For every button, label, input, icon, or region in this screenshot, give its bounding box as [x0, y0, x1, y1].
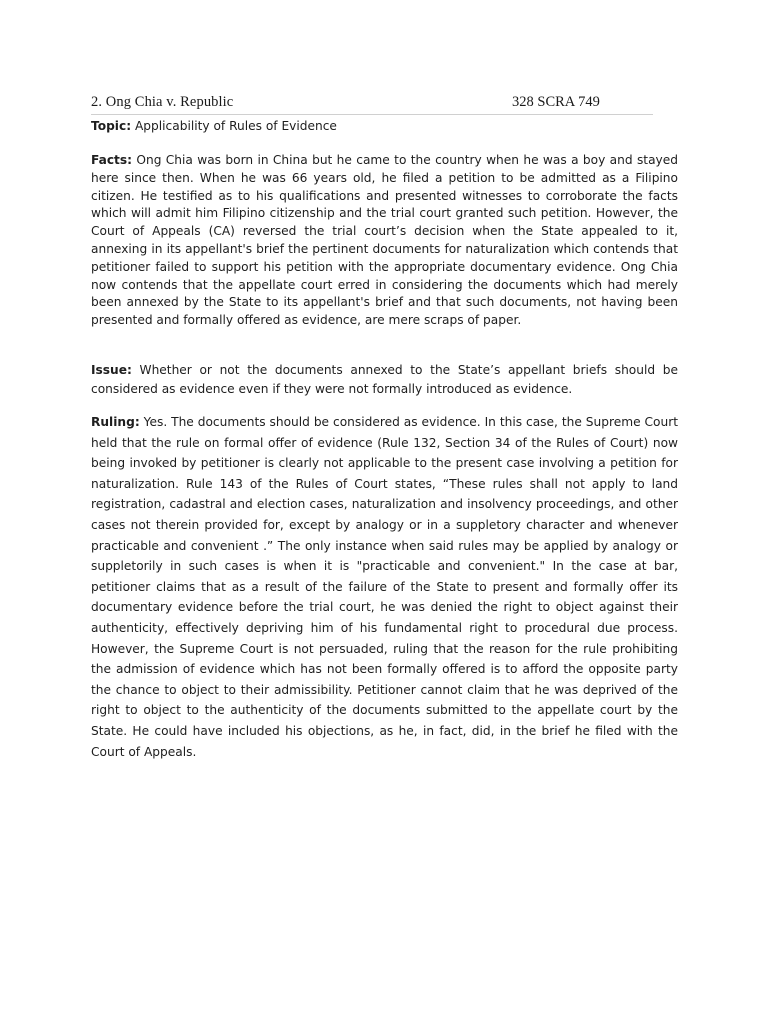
facts-paragraph — [91, 152, 678, 330]
topic-text: Applicability of Rules of Evidence — [134, 119, 337, 133]
topic-label: Topic: — [91, 119, 132, 133]
issue-label: Issue: — [91, 363, 132, 377]
ruling-text: Yes. The documents should be considered as evidence. In this case, the Supreme Court held that the rule on formal offer of evidence (Rule 132, Section 34 of the Rules of Court) now being invoked by petitioner is clearly not applicable to the present case involving a petition for naturalization. Rule 143 of the Rules of Court states, “These rules shall not apply to land registration, cadastral and election cases, naturalization and insolvency proceedings, and other cases not therein provided for, except by analogy or in a suppletory character and whenever practicable and convenient .” The only instance when said rules may be applied by analogy or suppletorily in such cases is when it is "practicable and convenient." In the case at bar, petitioner claims that as a result of the failure of the State to present and formally offer its documentary evidence before the trial court, he was denied the right to object against their authenticity, effectively depriving him of his fundamental right to procedural due process. However, the Supreme Court is not persuaded, ruling that the reason for the rule prohibiting the admission of evidence which has not been formally offered is to afford the opposite party the chance to object to their admissibility. Petitioner cannot claim that he was deprived of the right to object to the authenticity of the documents submitted to the appellate court by the State. He could have included his objections, as he, in fact, did, in the brief he filed with the Court of Appeals. — [91, 415, 678, 759]
case-header — [91, 92, 653, 115]
facts-label: Facts: — [91, 153, 133, 167]
case-title: 2. Ong Chia v. Republic — [91, 94, 234, 110]
issue-paragraph — [91, 361, 678, 399]
topic-paragraph — [91, 118, 678, 135]
issue-text: Whether or not the documents annexed to the State’s appellant briefs should be considered as evidence even if they were not formally introduced as evidence. — [91, 363, 678, 396]
facts-text: Ong Chia was born in China but he came to the country when he was a boy and stayed here since then. When he was 66 years old, he filed a petition to be admitted as a Filipino citizen. He testified as to his qualifications and presented witnesses to corroborate the facts which will admit him Filipino citizenship and the trial court granted such petition. However, the Court of Appeals (CA) reversed the trial court’s decision when the State appealed to it, annexing in its appellant's brief the pertinent documents for naturalization which contends that petitioner failed to support his petition with the appropriate documentary evidence. Ong Chia now contends that the appellate court erred in considering the documents which had merely been annexed by the State to its appellant's brief and that such documents, not having been presented and formally offered as evidence, are mere scraps of paper. — [91, 153, 678, 328]
ruling-label: Ruling: — [91, 415, 140, 429]
case-citation: 328 SCRA 749 — [512, 94, 600, 110]
ruling-paragraph — [91, 412, 678, 762]
